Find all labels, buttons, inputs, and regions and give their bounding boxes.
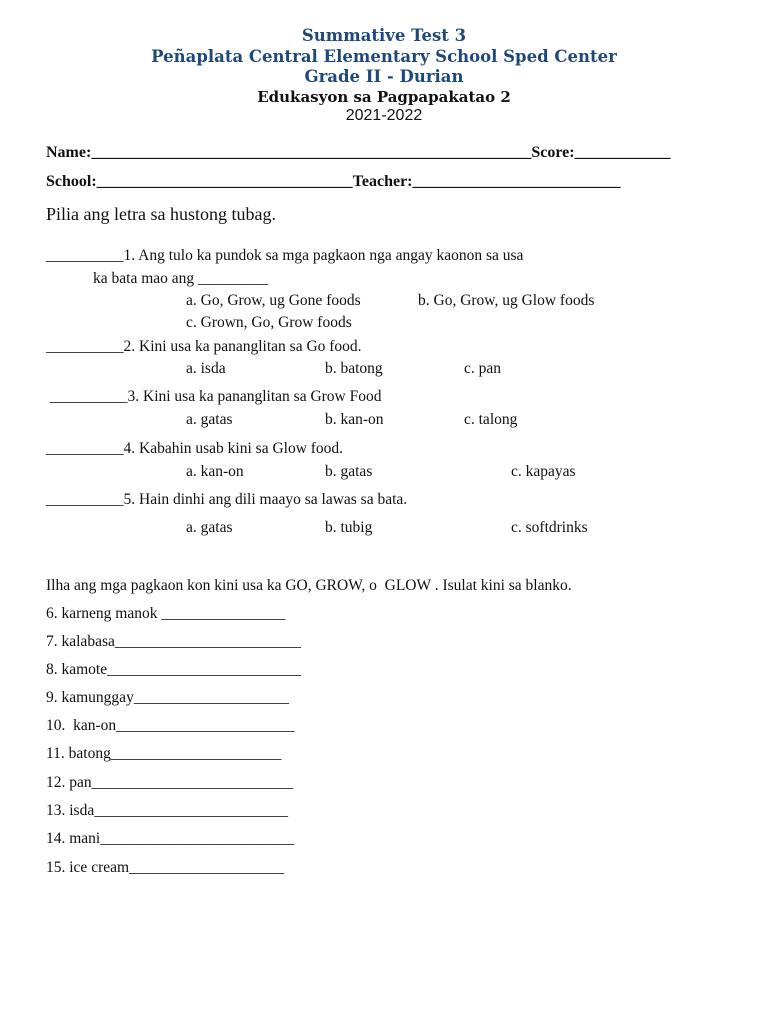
q5-option-a: a. gatas bbox=[186, 519, 233, 536]
name-score-line[interactable]: Name:_______________________________________________________Score:____________ bbox=[46, 144, 671, 161]
q3-option-a: a. gatas bbox=[186, 411, 233, 428]
q5-option-b: b. tubig bbox=[325, 519, 373, 536]
school-teacher-line[interactable]: School:________________________________Teacher:__________________________ bbox=[46, 173, 621, 190]
q2-option-a: a. isda bbox=[186, 360, 226, 377]
q1-option-a: a. Go, Grow, ug Gone foods bbox=[186, 292, 361, 309]
item-12[interactable]: 12. pan__________________________ bbox=[46, 774, 294, 791]
test-title: Summative Test 3 bbox=[301, 26, 467, 45]
q1-option-b: b. Go, Grow, ug Glow foods bbox=[418, 292, 595, 309]
item-8[interactable]: 8. kamote_________________________ bbox=[46, 661, 301, 678]
q4-option-c: c. kapayas bbox=[511, 463, 576, 480]
q4-option-a: a. kan-on bbox=[186, 463, 244, 480]
item-15[interactable]: 15. ice cream____________________ bbox=[46, 859, 285, 876]
q3-option-b: b. kan-on bbox=[325, 411, 384, 428]
item-10[interactable]: 10. kan-on_______________________ bbox=[46, 717, 295, 734]
question-2[interactable]: __________2. Kini usa ka pananglitan sa Go food. bbox=[46, 338, 362, 355]
question-1[interactable]: __________1. Ang tulo ka pundok sa mga pagkaon nga angay kaonon sa usa bbox=[46, 247, 524, 264]
item-11[interactable]: 11. batong______________________ bbox=[46, 745, 282, 762]
q3-option-c: c. talong bbox=[464, 411, 518, 428]
q5-option-c: c. softdrinks bbox=[511, 519, 588, 536]
item-13[interactable]: 13. isda_________________________ bbox=[46, 802, 288, 819]
q2-option-b: b. batong bbox=[325, 360, 383, 377]
subject-title: Edukasyon sa Pagpapakatao 2 bbox=[257, 88, 511, 106]
q4-option-b: b. gatas bbox=[325, 463, 373, 480]
part2-instruction: Ilha ang mga pagkaon kon kini usa ka GO, GROW, o GLOW . Isulat kini sa blanko. bbox=[46, 577, 572, 594]
question-4[interactable]: __________4. Kabahin usab kini sa Glow food. bbox=[46, 440, 344, 457]
question-3[interactable]: __________3. Kini usa ka pananglitan sa Grow Food bbox=[50, 388, 382, 405]
item-7[interactable]: 7. kalabasa________________________ bbox=[46, 633, 301, 650]
grade-section: Grade II - Durian bbox=[304, 67, 464, 86]
q2-option-c: c. pan bbox=[464, 360, 502, 377]
q1-option-c: c. Grown, Go, Grow foods bbox=[186, 314, 352, 331]
school-name: Peñaplata Central Elementary School Sped Center bbox=[151, 47, 617, 66]
item-14[interactable]: 14. mani_________________________ bbox=[46, 830, 294, 847]
part1-instruction: Pilia ang letra sa hustong tubag. bbox=[46, 204, 276, 224]
question-5[interactable]: __________5. Hain dinhi ang dili maayo sa lawas sa bata. bbox=[46, 491, 408, 508]
question-1-continuation[interactable]: ka bata mao ang _________ bbox=[93, 270, 268, 287]
school-year: 2021-2022 bbox=[345, 107, 423, 124]
item-9[interactable]: 9. kamunggay____________________ bbox=[46, 689, 289, 706]
item-6[interactable]: 6. karneng manok ________________ bbox=[46, 605, 286, 622]
